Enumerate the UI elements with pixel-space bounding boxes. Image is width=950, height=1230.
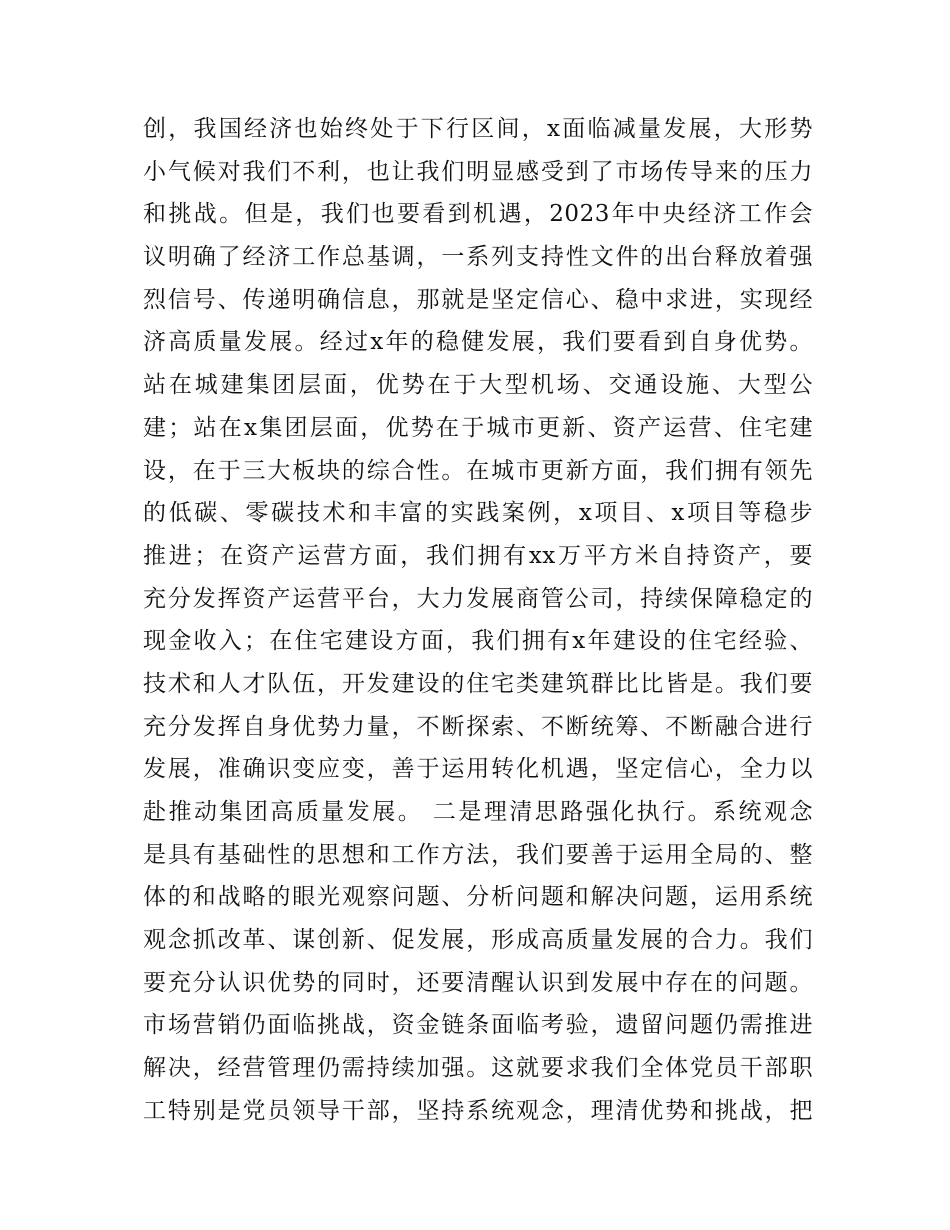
text-line: 体的和战略的眼光观察问题、分析问题和解决问题，运用系统 <box>143 884 813 911</box>
text-line: 技术和人才队伍，开发建设的住宅类建筑群比比皆是。我们要 <box>143 670 813 697</box>
body-text <box>143 108 813 1133</box>
text-line: 充分发挥自身优势力量，不断探索、不断统筹、不断融合进行 <box>143 713 813 740</box>
text-line: 推进；在资产运营方面，我们拥有xx万平方米自持资产，要 <box>143 542 813 569</box>
text-line: 济高质量发展。经过x年的稳健发展，我们要看到自身优势。 <box>143 329 813 356</box>
text-line: 小气候对我们不利，也让我们明显感受到了市场传导来的压力 <box>143 158 813 185</box>
text-line: 现金收入；在住宅建设方面，我们拥有x年建设的住宅经验、 <box>143 628 813 655</box>
text-line: 市场营销仍面临挑战，资金链条面临考验，遗留问题仍需推进 <box>143 1012 813 1039</box>
text-line: 和挑战。但是，我们也要看到机遇，2023年中央经济工作会 <box>143 201 813 228</box>
text-line: 解决，经营管理仍需持续加强。这就要求我们全体党员干部职 <box>143 1055 813 1082</box>
text-line: 的低碳、零碳技术和丰富的实践案例，x项目、x项目等稳步 <box>143 500 813 527</box>
text-line: 观念抓改革、谋创新、促发展，形成高质量发展的合力。我们 <box>143 927 813 954</box>
text-line: 充分发挥资产运营平台，大力发展商管公司，持续保障稳定的 <box>143 585 813 612</box>
text-line: 是具有基础性的思想和工作方法，我们要善于运用全局的、整 <box>143 841 813 868</box>
text-line: 要充分认识优势的同时，还要清醒认识到发展中存在的问题。 <box>143 969 813 996</box>
text-line: 赴推动集团高质量发展。 二是理清思路强化执行。系统观念 <box>143 799 813 825</box>
text-line: 议明确了经济工作总基调，一系列支持性文件的出台释放着强 <box>143 244 813 271</box>
text-line: 创，我国经济也始终处于下行区间，x面临减量发展，大形势 <box>143 116 813 142</box>
text-line: 设，在于三大板块的综合性。在城市更新方面，我们拥有领先 <box>143 457 813 484</box>
text-line: 烈信号、传递明确信息，那就是坚定信心、稳中求进，实现经 <box>143 286 813 313</box>
text-line: 工特别是党员领导干部，坚持系统观念，理清优势和挑战，把 <box>143 1097 813 1124</box>
text-line: 站在城建集团层面，优势在于大型机场、交通设施、大型公 <box>143 372 813 399</box>
text-line: 建；站在x集团层面，优势在于城市更新、资产运营、住宅建 <box>143 414 813 441</box>
text-line: 发展，准确识变应变，善于运用转化机遇，坚定信心，全力以 <box>143 756 813 783</box>
